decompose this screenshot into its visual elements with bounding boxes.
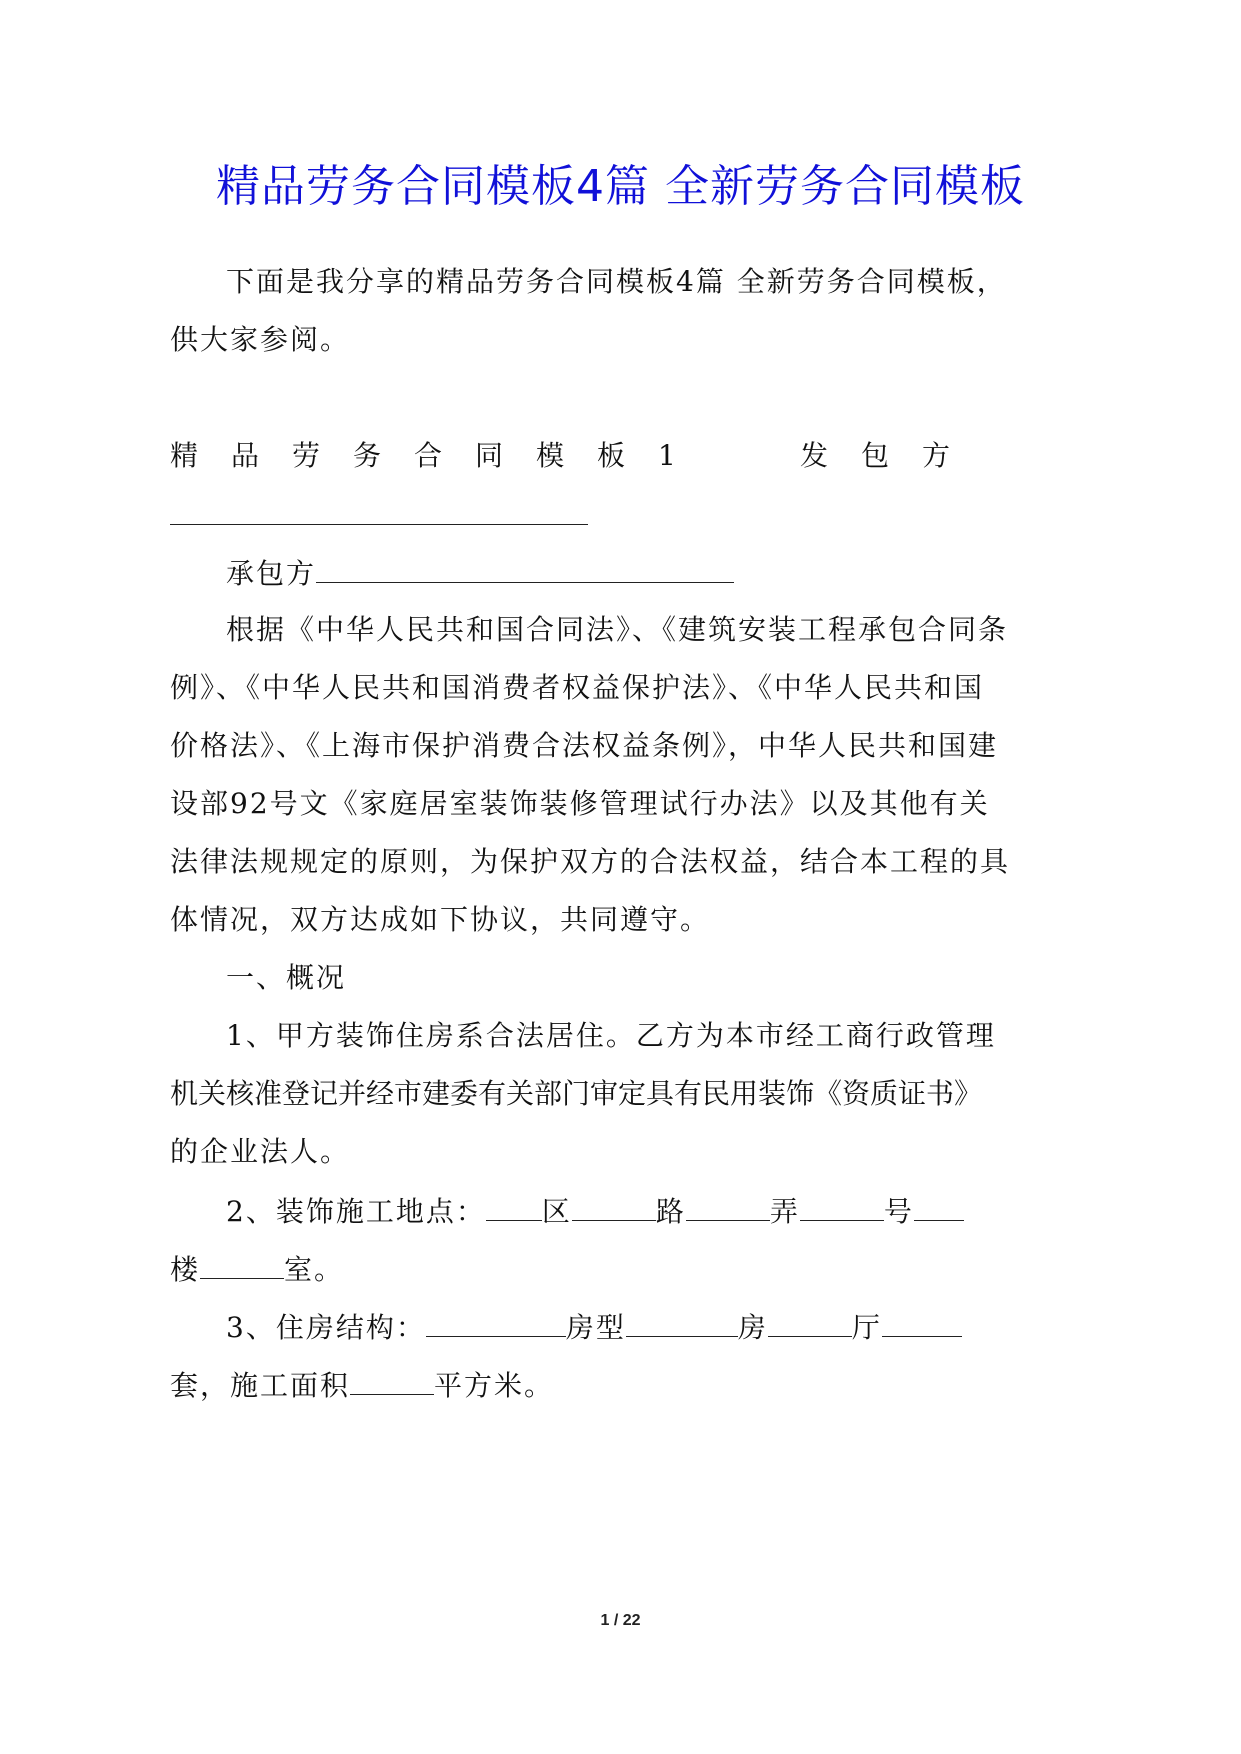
party-a-label: 发包方 (800, 439, 984, 472)
blank (914, 1190, 964, 1221)
item-2-road: 路 (655, 1195, 686, 1228)
basis-line-4: 设部92号文《家庭居室装饰装修管理试行办法》以及其他有关 (170, 787, 990, 820)
item-2-line-2 (170, 1248, 344, 1290)
blank (800, 1190, 884, 1221)
party-b-blank (316, 552, 734, 583)
item-3-line-1 (226, 1306, 962, 1348)
document-title: 精品劳务合同模板4篇 全新劳务合同模板 (216, 161, 1025, 212)
blank (686, 1190, 770, 1221)
item-2-label: 2、装饰施工地点： (226, 1195, 486, 1228)
item-1-line-3: 的企业法人。 (170, 1135, 351, 1168)
blank (350, 1364, 434, 1395)
item-3-rooms: 房 (737, 1311, 768, 1344)
overview-heading: 一、概况 (226, 961, 347, 994)
basis-line-5: 法律法规规定的原则，为保护双方的合法权益，结合本工程的具 (170, 845, 1011, 878)
blank (426, 1306, 566, 1337)
basis-line-6: 体情况，双方达成如下协议，共同遵守。 (170, 903, 711, 936)
blank (486, 1190, 542, 1221)
item-3-halls: 厅 (851, 1311, 882, 1344)
item-3-unit: 平方米。 (434, 1369, 555, 1402)
intro-line-1: 下面是我分享的精品劳务合同模板4篇 全新劳务合同模板， (226, 265, 1007, 298)
item-2-district: 区 (541, 1195, 572, 1228)
intro-line-2: 供大家参阅。 (170, 323, 351, 356)
item-1-line-1: 1、甲方装饰住房系合法居住。乙方为本市经工商行政管理 (226, 1019, 996, 1052)
blank (768, 1306, 852, 1337)
item-1-line-2: 机关核准登记并经市建委有关部门审定具有民用装饰《资质证书》 (170, 1077, 983, 1110)
blank (200, 1248, 284, 1279)
item-3-line-2 (170, 1364, 554, 1406)
item-3-type: 房型 (565, 1311, 626, 1344)
basis-line-2: 例》、《中华人民共和国消费者权益保护法》、《中华人民共和国 (170, 671, 985, 704)
party-b-line (226, 552, 734, 594)
item-2-room: 室。 (284, 1253, 345, 1286)
item-2-lane: 弄 (769, 1195, 800, 1228)
item-3-suite: 套，施工面积 (170, 1369, 351, 1402)
item-2-line-1 (226, 1190, 964, 1232)
item-2-building: 楼 (170, 1253, 201, 1286)
item-2-number: 号 (883, 1195, 914, 1228)
party-b-label: 承包方 (226, 557, 317, 590)
party-a-blank (170, 494, 588, 525)
blank (572, 1190, 656, 1221)
basis-line-3: 价格法》、《上海市保护消费合法权益条例》，中华人民共和国建 (170, 729, 999, 762)
blank (882, 1306, 962, 1337)
section-1-heading: 精品劳务合同模板1 (170, 439, 709, 472)
page-number: 1 / 22 (600, 1612, 641, 1629)
blank (626, 1306, 738, 1337)
basis-line-1: 根据《中华人民共和国合同法》、《建筑安装工程承包合同条 (226, 613, 1009, 646)
item-3-label: 3、住房结构： (226, 1311, 426, 1344)
